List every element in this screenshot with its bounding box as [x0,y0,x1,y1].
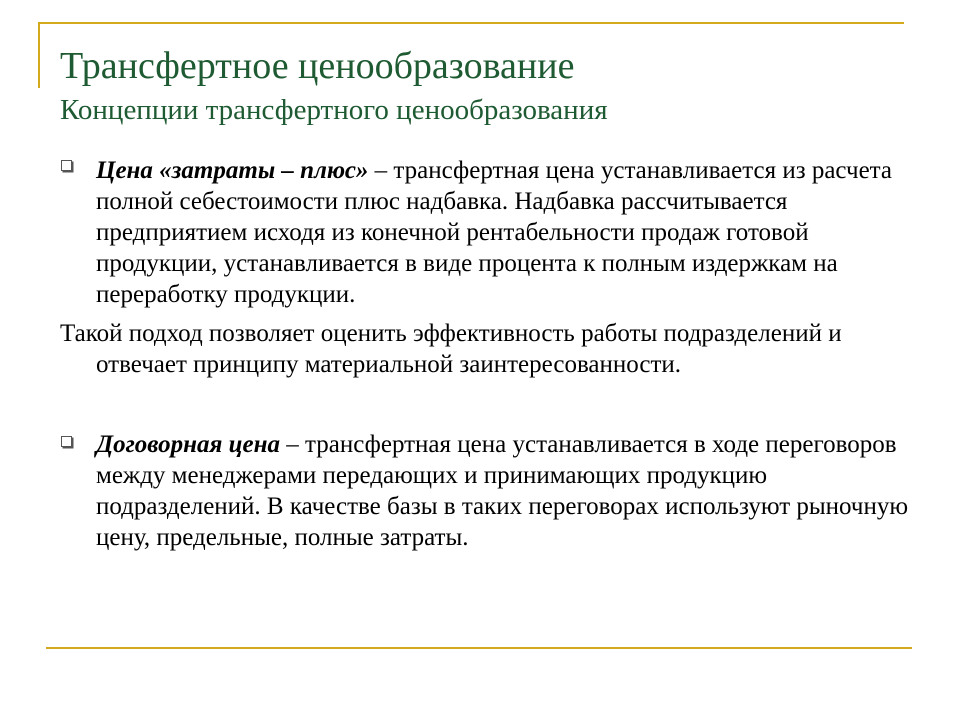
bullet-text: – трансфертная цена устанавливается в ходе переговоров между менеджерами передающих и принимающих продукцию подразделений. В качестве базы в таких переговорах используют рыночную цену, предельные, полные затраты. [96,431,909,551]
bullet-item-cost-plus [96,155,926,310]
left-accent-rule [38,22,40,88]
square-bullet-icon [61,436,72,447]
bullet-term: Цена «затраты – плюс» [96,157,369,184]
square-bullet-icon [61,160,72,171]
approach-note: Такой подход позволяет оценить эффективность работы подразделений и отвечает принципу материальной заинтересованности. [60,320,842,378]
slide-title: Трансфертное ценообразование [60,45,575,87]
bottom-accent-rule [46,647,912,649]
slide-subtitle: Концепции трансфертного ценообразования [60,94,608,126]
top-accent-rule [38,22,904,24]
bullet-term: Договорная цена [96,431,281,458]
bullet-text: – трансфертная цена устанавливается из расчета полной себестоимости плюс надбавка. Надбавка рассчитывается предприятием исходя из конечной рентабельности продаж готовой продукции, устанавливается в виде процента к полным издержкам на переработку продукции. [96,157,893,308]
bullet-item-negotiated [96,429,926,553]
